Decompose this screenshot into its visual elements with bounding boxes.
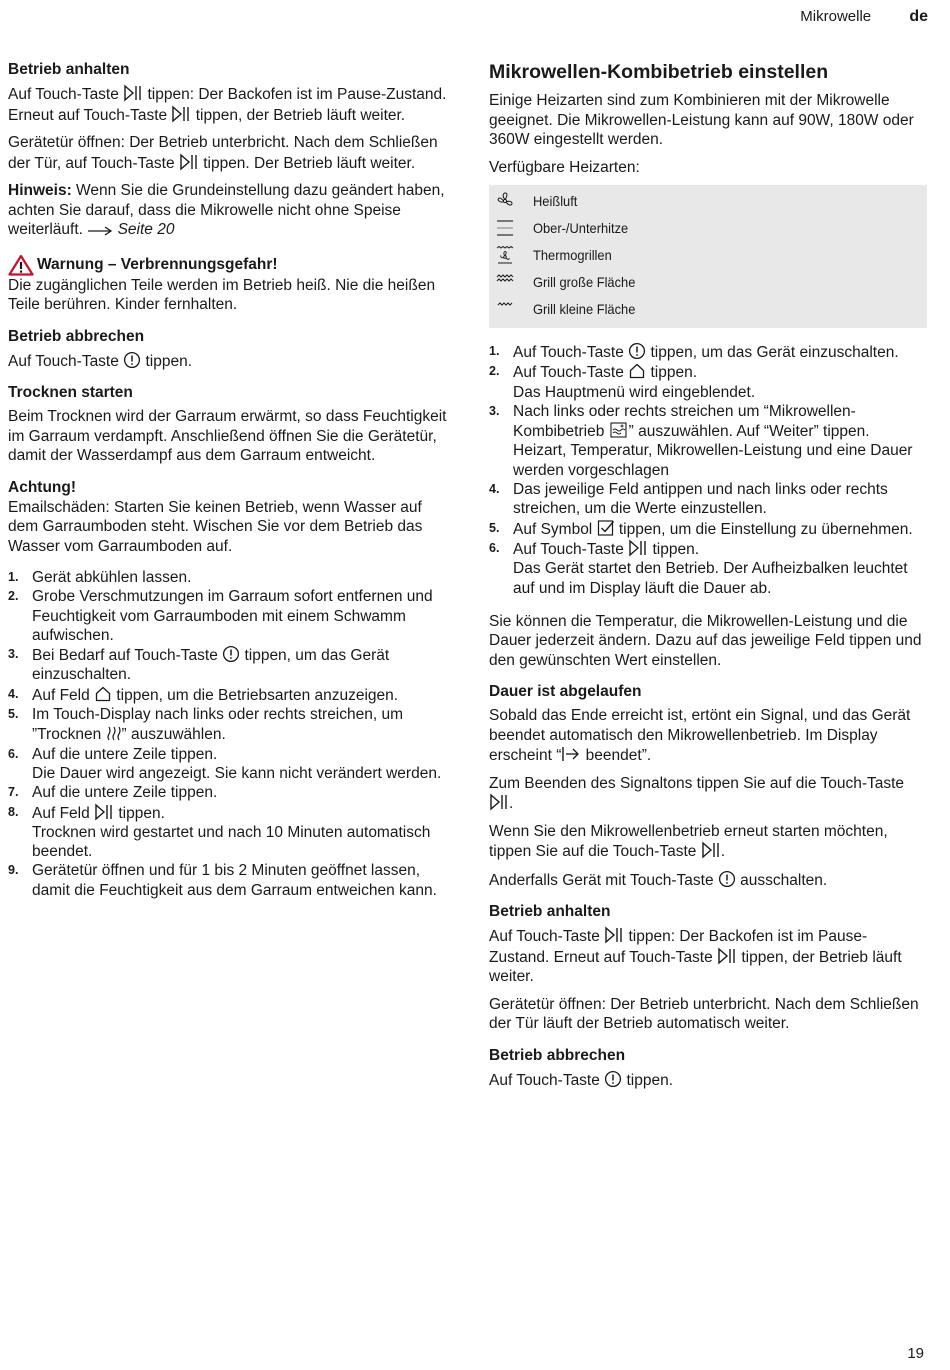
list-item: 4. Das jeweilige Feld antippen und nach links oder rechts streichen, um die Werte einzustellen. [489,481,888,518]
header-language: de [909,8,928,25]
power-icon [123,351,141,369]
page-reference-link[interactable]: Seite 20 [117,221,175,238]
list-item: 7. Auf die untere Zeile tippen. [8,784,218,802]
pause-heading: Betrieb anhalten [489,903,611,921]
drying-paragraph: Beim Trocknen wird der Garraum erwärmt, so dass Feuchtigkeit im Garraum verdampft. Anschließend öffnen Sie die Gerätetür, damit der Wasserdampf aus dem Garraum entweicht. [8,408,447,464]
table-row: Ober-/Unterhitze [489,214,927,241]
note-paragraph: Hinweis: Wenn Sie die Grundeinstellung dazu geändert haben, achten Sie darauf, dass die Mikrowelle nicht ohne Speise weiterläuft. Seite 20 [8,182,445,238]
list-item: 3. Bei Bedarf auf Touch-Taste tippen, um das Gerät einzuschalten. [8,647,390,684]
duration-ended-heading: Dauer ist abgelaufen [489,683,642,701]
list-item: 6. Auf die untere Zeile tippen. Die Dauer wird angezeigt. Sie kann nicht verändert werden. [8,745,442,782]
grill-small-icon [495,299,515,319]
power-icon [718,870,736,888]
list-item: 5. Im Touch-Display nach links oder rechts streichen, um ”Trocknen ” auszuwählen. [8,706,404,744]
combi-mode-title: Mikrowellen-Kombibetrieb einstellen [489,61,829,83]
home-icon [628,362,646,380]
warning-text: Die zugänglichen Teile werden im Betrieb heiß. Nie die heißen Teile berühren. Kinder fernhalten. [8,276,436,313]
table-row: Grill kleine Fläche [489,295,927,322]
cancel-paragraph: Auf Touch-Taste tippen. [8,352,193,370]
table-row: Thermogrillen [489,241,927,268]
pause-paragraph-2: Gerätetür öffnen: Der Betrieb unterbricht. Nach dem Schließen der Tür läuft der Betrieb automatisch weiter. [489,995,919,1033]
grill-large-icon [495,272,515,292]
list-item: 9. Gerätetür öffnen und für 1 bis 2 Minuten geöffnet lassen, damit die Feuchtigkeit aus dem Garraum entweichen kann. [8,862,437,899]
power-icon [222,645,240,663]
note-label: Hinweis: [8,182,72,199]
power-icon [628,342,646,360]
start-pause-icon [604,926,624,944]
list-item: 5. Auf Symbol tippen, um die Einstellung zu übernehmen. [489,520,913,538]
caution-heading: Achtung! [8,478,77,496]
fan-icon [495,191,515,211]
list-item: 2. Grobe Verschmutzungen im Garraum sofort entfernen und Feuchtigkeit vom Garraumboden mit einem Schwamm aufwischen. [8,588,433,644]
start-pause-icon [628,539,648,557]
combi-intro: Einige Heizarten sind zum Kombinieren mit der Mikrowelle geeignet. Die Mikrowellen-Leistung kann auf 90W, 180W oder 360W eingestellt werden. [489,92,914,148]
start-pause-icon [701,841,721,859]
change-settings-paragraph: Sie können die Temperatur, die Mikrowellen-Leistung und die Dauer jederzeit ändern. Dazu auf das jeweilige Feld tippen und den gewünschten Wert einstellen. [489,612,922,669]
heating-modes-table [489,185,927,328]
thermo-grill-icon [495,245,515,265]
power-icon [604,1070,622,1088]
list-item: 2. Auf Touch-Taste tippen. Das Hauptmenü wird eingeblendet. [489,364,756,401]
right-column [489,60,927,1098]
list-item: 1. Gerät abkühlen lassen. [8,569,192,586]
list-item: 3. Nach links oder rechts streichen um “Mikrowellen-Kombibetrieb ” auszuwählen. Auf “Weiter” tippen. Heizart, Temperatur, Mikrowellen-Leistung und eine Dauer werden vorgeschlagen [489,402,913,479]
drying-steam-icon [106,724,122,742]
pause-heading: Betrieb anhalten [8,61,130,78]
available-modes-label: Verfügbare Heizarten: [489,158,640,176]
pause-paragraph-1: Auf Touch-Taste tippen: Der Backofen ist im Pause-Zustand. Erneut auf Touch-Taste tippen, der Betrieb läuft weiter. [8,86,447,124]
caution-paragraph: Emailschäden: Starten Sie keinen Betrieb, wenn Wasser auf dem Garraumboden steht. Wischen Sie vor dem Betrieb das Wasser vom Garraumboden auf. [8,498,423,555]
duration-ended-p4: Anderfalls Gerät mit Touch-Taste ausschalten. [489,871,828,889]
warning-heading: Warnung – Verbrennungsgefahr! [8,254,448,276]
start-pause-icon [94,803,114,821]
cancel-heading: Betrieb abbrechen [489,1046,626,1064]
pause-paragraph-2: Gerätetür öffnen: Der Betrieb unterbricht. Nach dem Schließen der Tür, auf Touch-Taste tippen. Der Betrieb läuft weiter. [8,134,438,172]
start-pause-icon [179,153,199,171]
top-bottom-heat-icon [495,218,515,238]
duration-ended-p2: Zum Beenden des Signaltons tippen Sie auf die Touch-Taste . [489,774,905,813]
table-row: Heißluft [489,187,927,214]
checkbox-confirm-icon [597,519,615,537]
home-icon [94,685,112,703]
header-section: Mikrowelle [800,8,872,25]
warning-triangle-icon [8,254,34,276]
duration-ended-p1: Sobald das Ende erreicht ist, ertönt ein Signal, und das Gerät beendet automatisch den Mikrowellenbetrieb. Im Display erscheint “ beendet”. [489,707,911,765]
left-column [8,60,448,910]
arrow-right-icon [87,225,113,237]
page-header [800,8,928,26]
start-pause-icon [489,793,509,811]
list-item: 8. Auf Feld tippen. Trocknen wird gestartet und nach 10 Minuten automatisch beendet. [8,804,431,861]
drying-steps-list [8,568,448,900]
start-pause-icon [123,84,143,102]
list-item: 6. Auf Touch-Taste tippen. Das Gerät startet den Betrieb. Der Aufheizbalken leuchtet auf und im Display läuft die Dauer ab. [489,540,908,597]
duration-ended-p3: Wenn Sie den Mikrowellenbetrieb erneut starten möchten, tippen Sie auf die Touch-Taste . [489,822,888,861]
microwave-combi-icon [609,421,629,439]
combi-steps-list [489,342,927,598]
start-pause-icon [717,947,737,965]
page-number: 19 [907,1345,924,1362]
list-item: 4. Auf Feld tippen, um die Betriebsarten anzuzeigen. [8,686,399,704]
pause-paragraph-1: Auf Touch-Taste tippen: Der Backofen ist im Pause-Zustand. Erneut auf Touch-Taste tippen, der Betrieb läuft weiter. [489,928,902,986]
end-arrow-icon [561,745,581,763]
drying-heading: Trocknen starten [8,384,133,401]
start-pause-icon [171,105,191,123]
cancel-heading: Betrieb abbrechen [8,327,145,345]
cancel-paragraph: Auf Touch-Taste tippen. [489,1071,674,1089]
table-row: Grill große Fläche [489,268,927,295]
list-item: 1. Auf Touch-Taste tippen, um das Gerät einzuschalten. [489,344,899,361]
